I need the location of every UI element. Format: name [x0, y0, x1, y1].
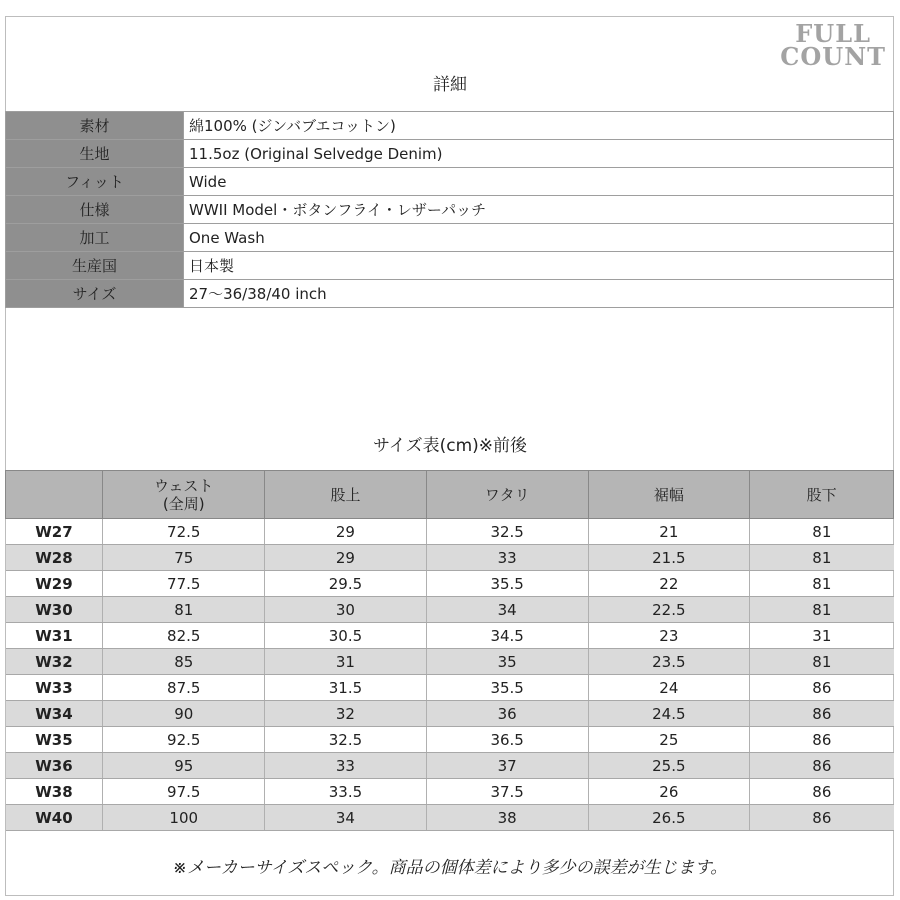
size-table-row — [6, 753, 894, 779]
size-value-cell: 32.5 — [265, 727, 427, 753]
size-table-row — [6, 805, 894, 831]
size-value-cell: 86 — [750, 805, 894, 831]
details-value: WWII Model・ボタンフライ・レザーパッチ — [184, 196, 894, 224]
size-value-cell: 81 — [750, 545, 894, 571]
size-value-cell: 77.5 — [103, 571, 265, 597]
brand-logo-line1: FULL — [795, 19, 871, 48]
size-value-cell: 81 — [103, 597, 265, 623]
details-label: フィット — [6, 168, 184, 196]
details-row — [6, 112, 894, 140]
size-value-cell: 35.5 — [426, 675, 588, 701]
brand-logo-line2: COUNT — [780, 42, 886, 71]
size-label-cell: W38 — [6, 779, 103, 805]
size-value-cell: 37.5 — [426, 779, 588, 805]
size-table-header: ウェスト (全周) — [103, 471, 265, 519]
size-value-cell: 21.5 — [588, 545, 750, 571]
details-table — [5, 111, 894, 308]
size-value-cell: 36.5 — [426, 727, 588, 753]
size-value-cell: 30 — [265, 597, 427, 623]
size-value-cell: 29 — [265, 545, 427, 571]
size-value-cell: 86 — [750, 701, 894, 727]
details-row — [6, 252, 894, 280]
size-value-cell: 86 — [750, 727, 894, 753]
size-value-cell: 81 — [750, 597, 894, 623]
size-value-cell: 86 — [750, 675, 894, 701]
details-row — [6, 196, 894, 224]
size-label-cell: W31 — [6, 623, 103, 649]
size-label-cell: W34 — [6, 701, 103, 727]
size-label-cell: W33 — [6, 675, 103, 701]
size-value-cell: 82.5 — [103, 623, 265, 649]
details-value: One Wash — [184, 224, 894, 252]
size-value-cell: 24 — [588, 675, 750, 701]
size-label-cell: W32 — [6, 649, 103, 675]
size-label-cell: W28 — [6, 545, 103, 571]
details-value: 27〜36/38/40 inch — [184, 280, 894, 308]
size-table-header: 股下 — [750, 471, 894, 519]
size-label-cell: W29 — [6, 571, 103, 597]
size-value-cell: 95 — [103, 753, 265, 779]
size-value-cell: 30.5 — [265, 623, 427, 649]
details-value: 日本製 — [184, 252, 894, 280]
size-table-row — [6, 519, 894, 545]
size-table-header: 股上 — [265, 471, 427, 519]
size-table-row — [6, 623, 894, 649]
size-value-cell: 29.5 — [265, 571, 427, 597]
size-label-cell: W27 — [6, 519, 103, 545]
details-heading: 詳細 — [433, 75, 467, 95]
size-value-cell: 29 — [265, 519, 427, 545]
size-table-header — [6, 471, 103, 519]
size-value-cell: 87.5 — [103, 675, 265, 701]
size-value-cell: 100 — [103, 805, 265, 831]
size-value-cell: 35.5 — [426, 571, 588, 597]
size-label-cell: W30 — [6, 597, 103, 623]
footnote: ※メーカーサイズスペック。商品の個体差により多少の誤差が生じます。 — [172, 858, 728, 878]
size-value-cell: 31 — [265, 649, 427, 675]
size-value-cell: 31.5 — [265, 675, 427, 701]
size-value-cell: 37 — [426, 753, 588, 779]
size-table-row — [6, 649, 894, 675]
size-value-cell: 25.5 — [588, 753, 750, 779]
details-label: サイズ — [6, 280, 184, 308]
size-value-cell: 25 — [588, 727, 750, 753]
size-table-row — [6, 545, 894, 571]
size-value-cell: 23.5 — [588, 649, 750, 675]
size-value-cell: 26 — [588, 779, 750, 805]
size-value-cell: 31 — [750, 623, 894, 649]
size-value-cell: 35 — [426, 649, 588, 675]
details-value: 綿100% (ジンバブエコットン) — [184, 112, 894, 140]
size-value-cell: 81 — [750, 649, 894, 675]
size-value-cell: 34.5 — [426, 623, 588, 649]
size-value-cell: 90 — [103, 701, 265, 727]
size-table-row — [6, 571, 894, 597]
size-value-cell: 81 — [750, 519, 894, 545]
details-value: Wide — [184, 168, 894, 196]
size-value-cell: 26.5 — [588, 805, 750, 831]
size-value-cell: 32.5 — [426, 519, 588, 545]
details-row — [6, 140, 894, 168]
details-label: 素材 — [6, 112, 184, 140]
size-value-cell: 34 — [426, 597, 588, 623]
details-row — [6, 168, 894, 196]
size-value-cell: 36 — [426, 701, 588, 727]
details-row — [6, 280, 894, 308]
size-value-cell: 33 — [426, 545, 588, 571]
size-value-cell: 32 — [265, 701, 427, 727]
size-value-cell: 81 — [750, 571, 894, 597]
details-label: 仕様 — [6, 196, 184, 224]
size-value-cell: 38 — [426, 805, 588, 831]
size-value-cell: 21 — [588, 519, 750, 545]
size-table-row — [6, 779, 894, 805]
size-value-cell: 22.5 — [588, 597, 750, 623]
size-value-cell: 75 — [103, 545, 265, 571]
size-table-row — [6, 701, 894, 727]
size-value-cell: 72.5 — [103, 519, 265, 545]
size-value-cell: 97.5 — [103, 779, 265, 805]
size-value-cell: 86 — [750, 779, 894, 805]
size-table-heading: サイズ表(cm)※前後 — [372, 436, 528, 456]
size-label-cell: W35 — [6, 727, 103, 753]
size-value-cell: 34 — [265, 805, 427, 831]
size-table-row — [6, 597, 894, 623]
size-label-cell: W36 — [6, 753, 103, 779]
details-label: 加工 — [6, 224, 184, 252]
details-label: 生産国 — [6, 252, 184, 280]
size-value-cell: 92.5 — [103, 727, 265, 753]
size-value-cell: 24.5 — [588, 701, 750, 727]
brand-logo — [780, 19, 886, 71]
size-table — [5, 470, 894, 831]
size-table-row — [6, 675, 894, 701]
details-label: 生地 — [6, 140, 184, 168]
size-value-cell: 86 — [750, 753, 894, 779]
size-value-cell: 23 — [588, 623, 750, 649]
size-value-cell: 33.5 — [265, 779, 427, 805]
size-value-cell: 33 — [265, 753, 427, 779]
details-value: 11.5oz (Original Selvedge Denim) — [184, 140, 894, 168]
details-row — [6, 224, 894, 252]
size-label-cell: W40 — [6, 805, 103, 831]
size-table-row — [6, 727, 894, 753]
size-value-cell: 85 — [103, 649, 265, 675]
size-value-cell: 22 — [588, 571, 750, 597]
size-table-header: ワタリ — [426, 471, 588, 519]
size-table-header: 裾幅 — [588, 471, 750, 519]
